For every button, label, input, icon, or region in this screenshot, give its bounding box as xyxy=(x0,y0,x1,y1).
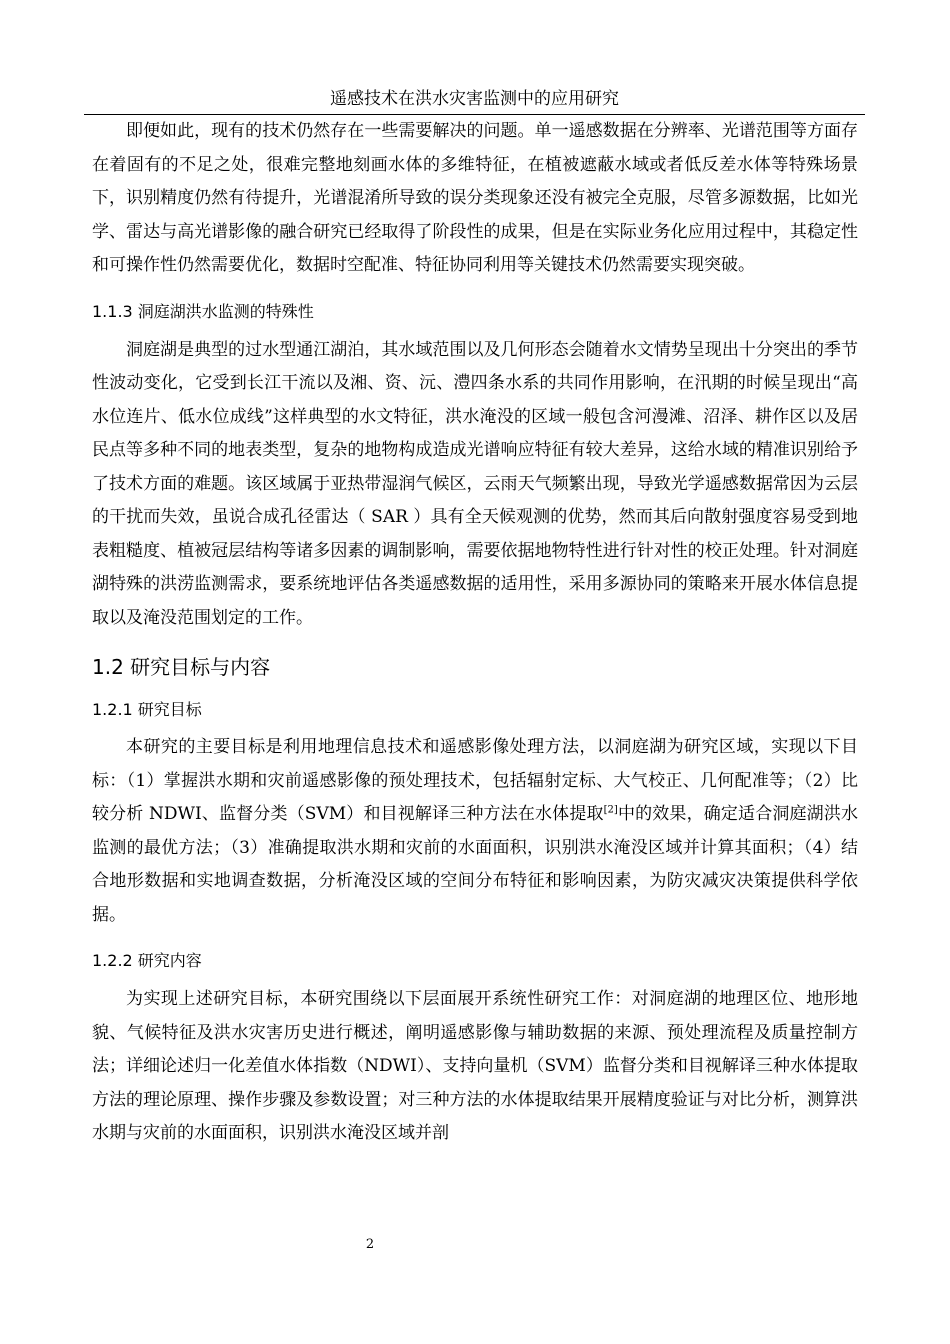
paragraph-limitations: 即便如此，现有的技术仍然存在一些需要解决的问题。单一遥感数据在分辨率、光谱范围等方面存在着固有的不足之处，很难完整地刻画水体的多维特征，在植被遮蔽水域或者低反差水体等特殊场景下，识别精度仍然有待提升，光谱混淆所导致的误分类现象还没有被完全克服，尽管多源数据，比如光学、雷达与高光谱影像的融合研究已经取得了阶段性的成果，但是在实际业务化应用过程中，其稳定性和可操作性仍然需要优化，数据时空配准、特征协同利用等关键技术仍然需要实现突破。 xyxy=(92,121,858,275)
paragraph-research-content: 为实现上述研究目标，本研究围绕以下层面展开系统性研究工作：对洞庭湖的地理区位、地形地貌、气候特征及洪水灾害历史进行概述，阐明遥感影像与辅助数据的来源、预处理流程及质量控制方法；详细论述归一化差值水体指数（NDWI）、支持向量机（SVM）监督分类和目视解译三种水体提取方法的理论原理、操作步骤及参数设置；对三种方法的水体提取结果开展精度验证与对比分析，测算洪水期与灾前的水面面积，识别洪水淹没区域并剖 xyxy=(92,989,858,1143)
research-goals-text-1: 本研究的主要目标是利用地理信息技术和遥感影像处理方法，以洞庭湖为研究区域，实现以下目标：（1）掌握洪水期和灾前遥感影像的预处理技术，包括辐射定标、大气校正、几何配准等；（2）比较分析 NDWI、监督分类（SVM）和目视解译三种方法在水体提取 xyxy=(92,737,858,824)
section-heading-1-1-3: 1.1.3 洞庭湖洪水监测的特殊性 xyxy=(92,301,314,321)
research-goals-text-2: 中的效果，确定适合洞庭湖洪水监测的最优方法；（3）准确提取洪水期和灾前的水面面积，识别洪水淹没区域并计算其面积；（4）结合地形数据和实地调查数据，分析淹没区域的空间分布特征和影响因素，为防灾减灾决策提供科学依据。 xyxy=(92,804,858,925)
running-header xyxy=(84,86,865,115)
page-body xyxy=(92,114,858,1151)
paragraph-dongting-specifics: 洞庭湖是典型的过水型通江湖泊，其水域范围以及几何形态会随着水文情势呈现出十分突出的季节性波动变化，它受到长江干流以及湘、资、沅、澧四条水系的共同作用影响，在汛期的时候呈现出“高水位连片、低水位成线”这样典型的水文特征，洪水淹没的区域一般包含河漫滩、沼泽、耕作区以及居民点等多种不同的地表类型，复杂的地物构成造成光谱响应特征有较大差异，这给水域的精准识别给予了技术方面的难题。该区域属于亚热带湿润气候区，云雨天气频繁出现，导致光学遥感数据常因为云层的干扰而失效，虽说合成孔径雷达（ SAR ）具有全天候观测的优势，然而其后向散射强度容易受到地表粗糙度、植被冠层结构等诸多因素的调制影响，需要依据地物特性进行针对性的校正处理。针对洞庭湖特殊的洪涝监测需求，要系统地评估各类遥感数据的适用性，采用多源协同的策略来开展水体信息提取以及淹没范围划定的工作。 xyxy=(92,339,858,628)
section-heading-1-2-1: 1.2.1 研究目标 xyxy=(92,700,202,719)
running-header-title: 遥感技术在洪水灾害监测中的应用研究 xyxy=(330,89,619,109)
citation-ref[interactable]: [2] xyxy=(603,804,618,816)
section-heading-1-2: 1.2 研究目标与内容 xyxy=(92,655,271,679)
paragraph-research-goals xyxy=(92,731,858,932)
page-number: 2 xyxy=(365,1237,375,1252)
section-heading-1-2-2: 1.2.2 研究内容 xyxy=(92,951,202,970)
